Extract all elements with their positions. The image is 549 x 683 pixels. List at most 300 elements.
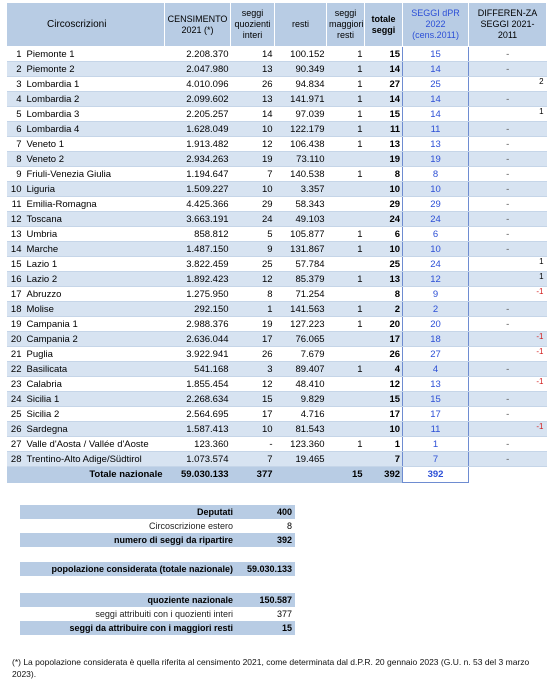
table-row [7, 377, 547, 392]
row-number: 26 [7, 422, 25, 437]
table-row [7, 407, 547, 422]
seggi-quozienti: 7 [231, 452, 275, 467]
estero-row [20, 519, 295, 533]
row-number: 23 [7, 377, 25, 392]
totale-seggi: 11 [365, 122, 403, 137]
seggi-quozienti: 1 [231, 302, 275, 317]
quoziente-row [20, 593, 295, 607]
differenza-dash: - [506, 48, 510, 60]
differenza-dash: - [506, 318, 510, 330]
totale-seggi: 14 [365, 62, 403, 77]
table-row [7, 227, 547, 242]
resti: 73.110 [275, 152, 327, 167]
totale-seggi: 10 [365, 242, 403, 257]
header-resti: resti [275, 3, 327, 47]
circoscrizione-name: Umbria [25, 227, 165, 242]
table-row [7, 167, 547, 182]
header-totale-seggi: totale seggi [365, 3, 403, 47]
ripartire-row [20, 533, 295, 547]
attribuiti-row [20, 607, 295, 621]
maggiori-resti: 1 [327, 62, 365, 77]
table-row [7, 362, 547, 377]
row-number: 20 [7, 332, 25, 347]
seggi-quozienti: 13 [231, 92, 275, 107]
population: 2.268.634 [165, 392, 231, 407]
circoscrizione-name: Molise [25, 302, 165, 317]
maggiori-resti [327, 452, 365, 467]
row-number: 22 [7, 362, 25, 377]
popolazione-value: 59.030.133 [236, 562, 295, 576]
population: 4.425.366 [165, 197, 231, 212]
circoscrizione-name: Campania 2 [25, 332, 165, 347]
differenza [469, 362, 547, 377]
circoscrizione-name: Sicilia 1 [25, 392, 165, 407]
circoscrizione-name: Puglia [25, 347, 165, 362]
attribuiti-value: 377 [236, 607, 295, 621]
differenza [469, 257, 547, 272]
seggi-dpr: 10 [403, 182, 469, 197]
table-row [7, 137, 547, 152]
differenza-value: -1 [536, 377, 544, 386]
totale-seggi: 15 [365, 392, 403, 407]
maggiori-resti [327, 212, 365, 227]
population: 1.855.454 [165, 377, 231, 392]
totale-seggi: 6 [365, 227, 403, 242]
totale-seggi: 19 [365, 152, 403, 167]
resti: 57.784 [275, 257, 327, 272]
row-number: 6 [7, 122, 25, 137]
seggi-dpr: 15 [403, 47, 469, 62]
table-header-row [7, 3, 547, 47]
row-number: 13 [7, 227, 25, 242]
resti: 127.223 [275, 317, 327, 332]
header-seggi-maggiori-resti: seggi maggiori resti [327, 3, 365, 47]
row-number: 24 [7, 392, 25, 407]
seggi-dpr: 18 [403, 332, 469, 347]
total-label: Totale nazionale [7, 467, 165, 483]
differenza [469, 302, 547, 317]
seggi-quozienti: 19 [231, 152, 275, 167]
ripartire-value: 392 [236, 533, 295, 547]
totale-seggi: 14 [365, 92, 403, 107]
differenza-dash: - [506, 303, 510, 315]
seggi-quozienti: 12 [231, 377, 275, 392]
seggi-dpr: 14 [403, 62, 469, 77]
summary-deputati [20, 505, 295, 547]
totale-seggi: 15 [365, 107, 403, 122]
circoscrizione-name: Friuli-Venezia Giulia [25, 167, 165, 182]
differenza [469, 92, 547, 107]
seggi-quozienti: 10 [231, 122, 275, 137]
maggiori-resti-row [20, 621, 295, 635]
maggiori-resti [327, 332, 365, 347]
seggi-quozienti: 12 [231, 137, 275, 152]
seggi-dpr: 15 [403, 392, 469, 407]
differenza-dash: - [506, 153, 510, 165]
popolazione-label: popolazione considerata (totale nazionale) [20, 562, 236, 576]
differenza [469, 347, 547, 362]
row-number: 25 [7, 407, 25, 422]
maggiori-resti: 1 [327, 437, 365, 452]
circoscrizione-name: Sardegna [25, 422, 165, 437]
total-seggi: 392 [365, 467, 403, 483]
totale-seggi: 8 [365, 167, 403, 182]
table-row [7, 257, 547, 272]
resti: 3.357 [275, 182, 327, 197]
table-row [7, 62, 547, 77]
resti: 141.971 [275, 92, 327, 107]
circoscrizione-name: Veneto 1 [25, 137, 165, 152]
deputati-value: 400 [236, 505, 295, 519]
differenza-dash: - [506, 363, 510, 375]
seggi-dpr: 12 [403, 272, 469, 287]
seggi-dpr: 9 [403, 287, 469, 302]
differenza-dash: - [506, 138, 510, 150]
differenza [469, 377, 547, 392]
seggi-quozienti: - [231, 437, 275, 452]
circoscrizione-name: Lazio 2 [25, 272, 165, 287]
attribuiti-label: seggi attribuiti con i quozienti interi [20, 607, 236, 621]
circoscrizione-name: Veneto 2 [25, 152, 165, 167]
maggiori-resti: 1 [327, 317, 365, 332]
maggiori-resti: 1 [327, 362, 365, 377]
table-row [7, 122, 547, 137]
population: 858.812 [165, 227, 231, 242]
maggiori-resti: 1 [327, 242, 365, 257]
table-row [7, 287, 547, 302]
circoscrizione-name: Lombardia 1 [25, 77, 165, 92]
population: 1.587.413 [165, 422, 231, 437]
seggi-quozienti: 25 [231, 257, 275, 272]
header-censimento: CENSIMENTO 2021 (*) [165, 3, 231, 47]
differenza [469, 152, 547, 167]
circoscrizione-name: Lombardia 4 [25, 122, 165, 137]
seggi-dpr: 1 [403, 437, 469, 452]
row-number: 9 [7, 167, 25, 182]
population: 2.934.263 [165, 152, 231, 167]
totale-seggi: 10 [365, 182, 403, 197]
seggi-quozienti: 3 [231, 362, 275, 377]
total-maggiori-resti: 15 [327, 467, 365, 483]
seggi-dpr: 2 [403, 302, 469, 317]
circoscrizione-name: Basilicata [25, 362, 165, 377]
differenza [469, 167, 547, 182]
differenza [469, 332, 547, 347]
resti: 89.407 [275, 362, 327, 377]
differenza [469, 197, 547, 212]
totale-seggi: 10 [365, 422, 403, 437]
total-resti-cell [275, 467, 327, 483]
seggi-dpr: 11 [403, 122, 469, 137]
differenza-value: 2 [539, 77, 544, 86]
table-row [7, 92, 547, 107]
totale-seggi: 7 [365, 452, 403, 467]
resti: 76.065 [275, 332, 327, 347]
differenza-value: -1 [536, 332, 544, 341]
population: 123.360 [165, 437, 231, 452]
maggiori-resti [327, 152, 365, 167]
differenza [469, 182, 547, 197]
seggi-quozienti: 17 [231, 332, 275, 347]
seggi-dpr: 13 [403, 137, 469, 152]
total-dpr: 392 [403, 467, 469, 483]
circoscrizione-name: Abruzzo [25, 287, 165, 302]
differenza-dash: - [506, 393, 510, 405]
differenza-dash: - [506, 168, 510, 180]
seggi-dpr: 8 [403, 167, 469, 182]
resti: 7.679 [275, 347, 327, 362]
differenza-dash: - [506, 63, 510, 75]
circoscrizione-name: Sicilia 2 [25, 407, 165, 422]
popolazione-row [20, 562, 295, 576]
row-number: 21 [7, 347, 25, 362]
differenza-dash: - [506, 213, 510, 225]
differenza [469, 242, 547, 257]
seggi-dpr: 24 [403, 257, 469, 272]
ripartire-label: numero di seggi da ripartire [20, 533, 236, 547]
totale-seggi: 1 [365, 437, 403, 452]
header-seggi-quozienti: seggi quozienti interi [231, 3, 275, 47]
differenza [469, 422, 547, 437]
total-population: 59.030.133 [165, 467, 231, 483]
seggi-quozienti: 26 [231, 77, 275, 92]
estero-value: 8 [236, 519, 295, 533]
maggiori-resti-label: seggi da attribuire con i maggiori resti [20, 621, 236, 635]
seggi-quozienti: 5 [231, 227, 275, 242]
differenza-dash: - [506, 228, 510, 240]
seggi-dpr: 7 [403, 452, 469, 467]
population: 1.487.150 [165, 242, 231, 257]
row-number: 10 [7, 182, 25, 197]
table-row [7, 107, 547, 122]
population: 2.636.044 [165, 332, 231, 347]
maggiori-resti: 1 [327, 92, 365, 107]
differenza [469, 137, 547, 152]
table-row [7, 437, 547, 452]
resti: 4.716 [275, 407, 327, 422]
maggiori-resti: 1 [327, 77, 365, 92]
seggi-quozienti: 14 [231, 47, 275, 62]
table-row [7, 452, 547, 467]
differenza [469, 452, 547, 467]
row-number: 17 [7, 287, 25, 302]
row-number: 2 [7, 62, 25, 77]
maggiori-resti [327, 377, 365, 392]
circoscrizione-name: Lombardia 3 [25, 107, 165, 122]
maggiori-resti: 1 [327, 227, 365, 242]
table-row [7, 197, 547, 212]
population: 1.509.227 [165, 182, 231, 197]
circoscrizione-name: Lombardia 2 [25, 92, 165, 107]
header-differenza: DIFFEREN-ZA SEGGI 2021-2011 [469, 3, 547, 47]
differenza-value: 1 [539, 257, 544, 266]
resti: 97.039 [275, 107, 327, 122]
circoscrizione-name: Piemonte 2 [25, 62, 165, 77]
population: 3.922.941 [165, 347, 231, 362]
seggi-dpr: 20 [403, 317, 469, 332]
quoziente-value: 150.587 [236, 593, 295, 607]
population: 2.205.257 [165, 107, 231, 122]
resti: 106.438 [275, 137, 327, 152]
seggi-quozienti: 10 [231, 422, 275, 437]
seggi-quozienti: 12 [231, 272, 275, 287]
resti: 85.379 [275, 272, 327, 287]
seggi-quozienti: 15 [231, 392, 275, 407]
resti: 9.829 [275, 392, 327, 407]
footnote: (*) La popolazione considerata è quella riferita al censimento 2021, come determinata dal d.P.R. 20 gennaio 2023 (G.U. n. 53 del 3 marzo 2023). [12, 657, 530, 679]
maggiori-resti [327, 407, 365, 422]
seggi-dpr: 14 [403, 107, 469, 122]
differenza-value: 1 [539, 272, 544, 281]
circoscrizione-name: Marche [25, 242, 165, 257]
differenza [469, 437, 547, 452]
seggi-dpr: 13 [403, 377, 469, 392]
totale-seggi: 26 [365, 347, 403, 362]
totale-seggi: 13 [365, 272, 403, 287]
resti: 140.538 [275, 167, 327, 182]
seggi-dpr: 11 [403, 422, 469, 437]
estero-label: Circoscrizione estero [20, 519, 236, 533]
seggi-quozienti: 13 [231, 62, 275, 77]
circoscrizione-name: Liguria [25, 182, 165, 197]
circoscrizione-name: Emilia-Romagna [25, 197, 165, 212]
table-row [7, 152, 547, 167]
seggi-dpr: 10 [403, 242, 469, 257]
row-number: 3 [7, 77, 25, 92]
differenza [469, 62, 547, 77]
differenza [469, 272, 547, 287]
header-seggi-dpr: SEGGI dPR 2022 (cens.2011) [403, 3, 469, 47]
seggi-quozienti: 7 [231, 167, 275, 182]
differenza-value: -1 [536, 287, 544, 296]
maggiori-resti: 1 [327, 47, 365, 62]
circoscrizione-name: Trentino-Alto Adige/Südtirol [25, 452, 165, 467]
table-row [7, 272, 547, 287]
population: 1.892.423 [165, 272, 231, 287]
maggiori-resti [327, 257, 365, 272]
table-row [7, 182, 547, 197]
maggiori-resti [327, 197, 365, 212]
total-quozienti: 377 [231, 467, 275, 483]
differenza-dash: - [506, 438, 510, 450]
differenza-dash: - [506, 93, 510, 105]
totale-seggi: 17 [365, 407, 403, 422]
seggi-dpr: 17 [403, 407, 469, 422]
totale-seggi: 25 [365, 257, 403, 272]
table-row [7, 392, 547, 407]
row-number: 28 [7, 452, 25, 467]
differenza-dash: - [506, 123, 510, 135]
totale-seggi: 2 [365, 302, 403, 317]
table-row [7, 317, 547, 332]
maggiori-resti [327, 422, 365, 437]
resti: 100.152 [275, 47, 327, 62]
differenza [469, 287, 547, 302]
table-row [7, 422, 547, 437]
population: 2.988.376 [165, 317, 231, 332]
differenza [469, 317, 547, 332]
maggiori-resti [327, 182, 365, 197]
population: 2.099.602 [165, 92, 231, 107]
table-row [7, 347, 547, 362]
resti: 49.103 [275, 212, 327, 227]
maggiori-resti-value: 15 [236, 621, 295, 635]
row-number: 15 [7, 257, 25, 272]
resti: 48.410 [275, 377, 327, 392]
maggiori-resti: 1 [327, 272, 365, 287]
seggi-quozienti: 26 [231, 347, 275, 362]
resti: 123.360 [275, 437, 327, 452]
total-row [7, 467, 547, 483]
seggi-dpr: 6 [403, 227, 469, 242]
differenza [469, 122, 547, 137]
population: 2.208.370 [165, 47, 231, 62]
row-number: 19 [7, 317, 25, 332]
seggi-dpr: 14 [403, 92, 469, 107]
circoscrizione-name: Toscana [25, 212, 165, 227]
differenza-value: 1 [539, 107, 544, 116]
row-number: 12 [7, 212, 25, 227]
circoscrizione-name: Campania 1 [25, 317, 165, 332]
differenza-value: -1 [536, 347, 544, 356]
summary-quoziente [20, 593, 295, 635]
population: 1.073.574 [165, 452, 231, 467]
population: 3.663.191 [165, 212, 231, 227]
resti: 122.179 [275, 122, 327, 137]
population: 1.194.647 [165, 167, 231, 182]
differenza [469, 212, 547, 227]
totale-seggi: 4 [365, 362, 403, 377]
seggi-dpr: 27 [403, 347, 469, 362]
maggiori-resti: 1 [327, 122, 365, 137]
maggiori-resti: 1 [327, 167, 365, 182]
totale-seggi: 17 [365, 332, 403, 347]
row-number: 16 [7, 272, 25, 287]
resti: 71.254 [275, 287, 327, 302]
header-circoscrizioni: Circoscrizioni [7, 3, 165, 47]
maggiori-resti: 1 [327, 107, 365, 122]
deputati-label: Deputati [20, 505, 236, 519]
table-row [7, 212, 547, 227]
row-number: 27 [7, 437, 25, 452]
resti: 131.867 [275, 242, 327, 257]
seggi-quozienti: 29 [231, 197, 275, 212]
population: 2.564.695 [165, 407, 231, 422]
maggiori-resti [327, 287, 365, 302]
row-number: 18 [7, 302, 25, 317]
row-number: 4 [7, 92, 25, 107]
row-number: 8 [7, 152, 25, 167]
deputati-row [20, 505, 295, 519]
circoscrizione-name: Piemonte 1 [25, 47, 165, 62]
differenza-dash: - [506, 243, 510, 255]
table-row [7, 77, 547, 92]
population: 292.150 [165, 302, 231, 317]
seat-allocation-table [6, 2, 547, 483]
seggi-dpr: 24 [403, 212, 469, 227]
differenza [469, 407, 547, 422]
table-row [7, 242, 547, 257]
population: 541.168 [165, 362, 231, 377]
totale-seggi: 12 [365, 377, 403, 392]
row-number: 1 [7, 47, 25, 62]
resti: 58.343 [275, 197, 327, 212]
summary-popolazione [20, 562, 295, 576]
totale-seggi: 15 [365, 47, 403, 62]
resti: 105.877 [275, 227, 327, 242]
differenza [469, 77, 547, 92]
population: 2.047.980 [165, 62, 231, 77]
